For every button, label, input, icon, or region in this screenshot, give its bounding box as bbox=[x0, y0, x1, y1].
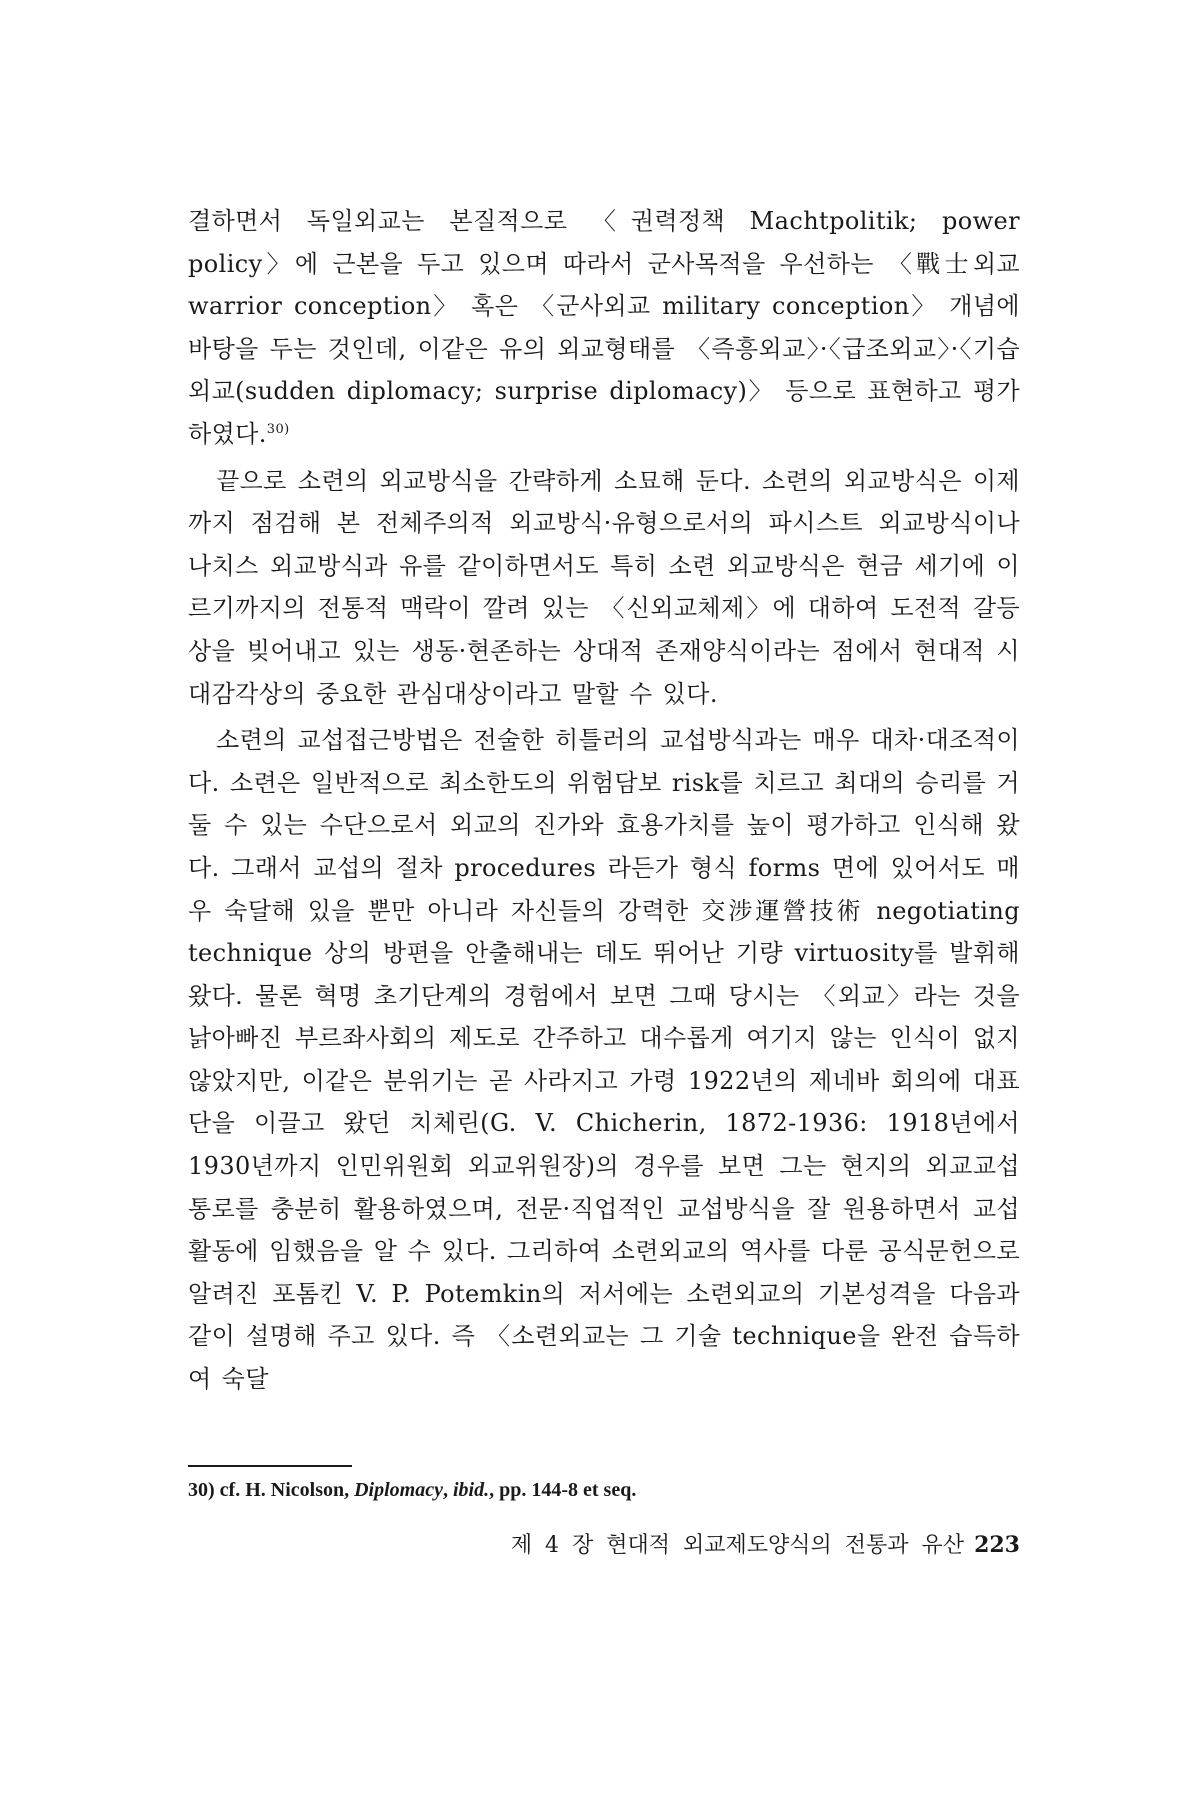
body-text bbox=[188, 200, 1020, 1401]
running-footer bbox=[430, 1530, 1020, 1561]
footnote-divider bbox=[188, 1465, 352, 1467]
footnote-separator: , bbox=[442, 1479, 453, 1501]
paragraph-1-text: 결하면서 독일외교는 본질적으로 〈권력정책 Machtpolitik; power policy〉에 근본을 두고 있으며 따라서 군사목적을 우선하는 〈戰士외교 warrior conception〉 혹은 〈군사외교 military conception〉 개념에 바탕을 두는 것인데, 이같은 유의 외교형태를 〈즉흥외교〉·〈급조외교〉·〈기습외교(sudden diplomacy; surprise diplomacy)〉 등으로 표현하고 평가하였다. bbox=[188, 207, 1020, 448]
footnote-ibid: ibid. bbox=[452, 1479, 490, 1501]
footnote-30 bbox=[188, 1476, 636, 1504]
footnote-citation-prefix: cf. H. Nicolson, bbox=[219, 1479, 355, 1501]
paragraph-1 bbox=[188, 200, 1020, 456]
footnote-pages: , pp. 144-8 et seq. bbox=[489, 1479, 637, 1501]
paragraph-3: 소련의 교섭접근방법은 전술한 히틀러의 교섭방식과는 매우 대차·대조적이다. 소련은 일반적으로 최소한도의 위험담보 risk를 치르고 최대의 승리를 거둘 수 있는 수단으로서 외교의 진가와 효용가치를 높이 평가하고 인식해 왔다. 그래서 교섭의 절차 procedures 라든가 형식 forms 면에 있어서도 매우 숙달해 있을 뿐만 아니라 자신들의 강력한 交涉運營技術 negotiating technique 상의 방편을 안출해내는 데도 뛰어난 기량 virtuosity를 발휘해 왔다. 물론 혁명 초기단계의 경험에서 보면 그때 당시는 〈외교〉라는 것을 낡아빠진 부르좌사회의 제도로 간주하고 대수롭게 여기지 않는 인식이 없지 않았지만, 이같은 분위기는 곧 사라지고 가령 1922년의 제네바 회의에 대표단을 이끌고 왔던 치체린(G. V. Chicherin, 1872-1936: 1918년에서 1930년까지 인민위원회 외교위원장)의 경우를 보면 그는 현지의 외교교섭 통로를 충분히 활용하였으며, 전문·직업적인 교섭방식을 잘 원용하면서 교섭활동에 임했음을 알 수 있다. 그리하여 소련외교의 역사를 다룬 공식문헌으로 알려진 포톰킨 V. P. Potemkin의 저서에는 소련외교의 기본성격을 다음과 같이 설명해 주고 있다. 즉 〈소련외교는 그 기술 technique을 완전 습득하여 숙달 bbox=[188, 726, 1020, 1394]
footnote-book-title: Diplomacy bbox=[354, 1479, 443, 1501]
footnote-reference[interactable]: 30) bbox=[266, 421, 290, 437]
page-number: 223 bbox=[974, 1532, 1020, 1558]
chapter-title: 제 4 장 현대적 외교제도양식의 전통과 유산 bbox=[510, 1533, 965, 1558]
footnote-number: 30) bbox=[188, 1479, 215, 1501]
paragraph-2: 끝으로 소련의 외교방식을 간략하게 소묘해 둔다. 소련의 외교방식은 이제까지 점검해 본 전체주의적 외교방식·유형으로서의 파시스트 외교방식이나 나치스 외교방식과 유를 같이하면서도 특히 소련 외교방식은 현금 세기에 이르기까지의 전통적 맥락이 깔려 있는 〈신외교체제〉에 대하여 도전적 갈등상을 빚어내고 있는 생동·현존하는 상대적 존재양식이라는 점에서 현대적 시대감각상의 중요한 관심대상이라고 말할 수 있다. bbox=[188, 466, 1020, 708]
